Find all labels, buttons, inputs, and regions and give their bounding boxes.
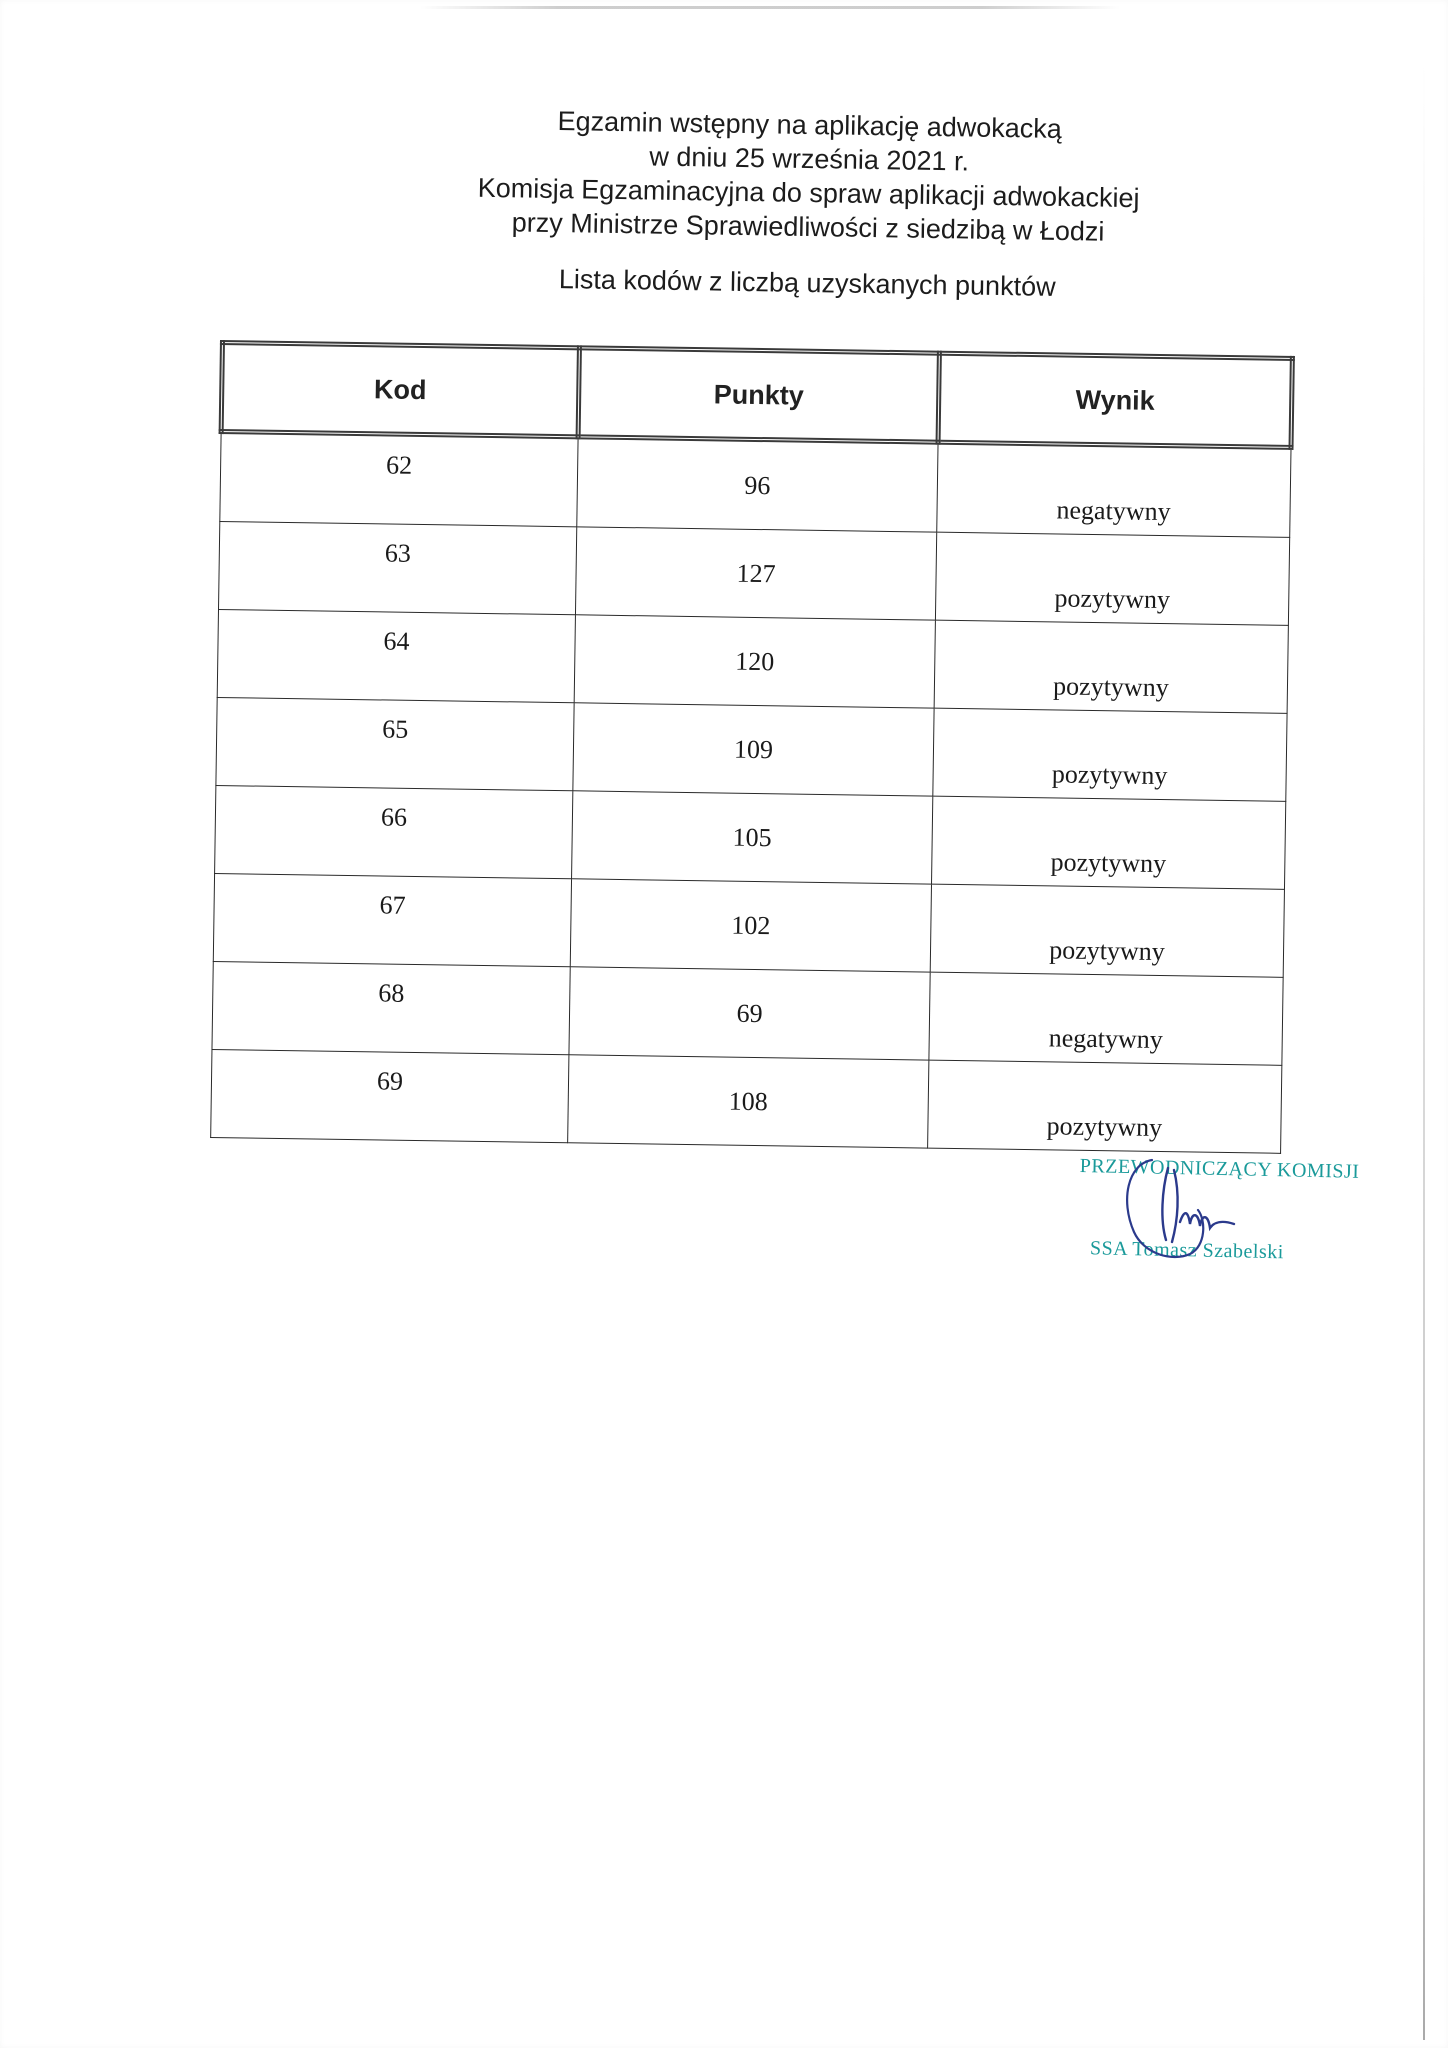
code-cell: 69 xyxy=(211,1049,569,1142)
result-cell: pozytywny xyxy=(928,1060,1282,1153)
points-cell: 105 xyxy=(572,791,933,884)
table-row xyxy=(217,610,1288,714)
scan-edge-top xyxy=(420,6,1120,9)
code-cell: 62 xyxy=(220,432,578,527)
points-cell: 69 xyxy=(569,967,930,1060)
header-line-exam: Egzamin wstępny na aplikację adwokacką xyxy=(557,106,1063,144)
table-row xyxy=(220,432,1291,538)
document-subtitle: Lista kodów z liczbą uzyskanych punktów xyxy=(558,264,1056,302)
result-cell: pozytywny xyxy=(933,708,1287,801)
stamp-name: SSA Tomasz Szabelski xyxy=(1089,1237,1285,1264)
result-cell: negatywny xyxy=(937,442,1291,537)
code-cell: 68 xyxy=(212,961,570,1054)
result-cell: pozytywny xyxy=(935,532,1289,625)
header-row xyxy=(221,343,1292,448)
handwritten-signature xyxy=(1110,1150,1280,1270)
result-cell: pozytywny xyxy=(932,796,1286,889)
results-table-body xyxy=(211,432,1291,1154)
stamp-title: PRZEWODNICZĄCY KOMISJI xyxy=(1079,1155,1360,1183)
points-cell: 96 xyxy=(577,437,938,532)
document-header xyxy=(397,102,1220,307)
column-header-code: Kod xyxy=(221,343,579,437)
points-cell: 120 xyxy=(574,615,935,708)
result-cell: pozytywny xyxy=(934,620,1288,713)
code-cell: 63 xyxy=(219,522,577,615)
code-cell: 67 xyxy=(213,873,571,966)
table-row xyxy=(211,1049,1282,1153)
column-header-result: Wynik xyxy=(938,353,1292,447)
points-cell: 108 xyxy=(568,1055,929,1148)
table-row xyxy=(219,522,1290,626)
code-cell: 64 xyxy=(217,610,575,703)
result-cell: pozytywny xyxy=(930,884,1284,977)
table-row xyxy=(213,873,1284,977)
results-table xyxy=(208,340,1295,1154)
header-line-commission: Komisja Egzaminacyjna do spraw aplikacji adwokackiej xyxy=(477,172,1140,214)
header-line-ministry: przy Ministrze Sprawiedliwości z siedzibą w Łodzi xyxy=(511,207,1105,247)
result-cell: negatywny xyxy=(929,972,1283,1065)
scan-edge-right xyxy=(1423,60,1425,2040)
signature-scrawl xyxy=(1180,1213,1234,1228)
points-cell: 127 xyxy=(575,527,936,620)
code-cell: 66 xyxy=(215,785,573,878)
points-cell: 109 xyxy=(573,703,934,796)
table-row xyxy=(212,961,1283,1065)
header-line-date: w dniu 25 września 2021 r. xyxy=(649,141,970,177)
signature-stroke xyxy=(1162,1168,1177,1242)
points-cell: 102 xyxy=(570,879,931,972)
code-cell: 65 xyxy=(216,697,574,790)
table-row xyxy=(215,785,1286,889)
results-table-head xyxy=(221,343,1292,448)
column-header-points: Punkty xyxy=(578,348,939,442)
table-row xyxy=(216,697,1287,801)
